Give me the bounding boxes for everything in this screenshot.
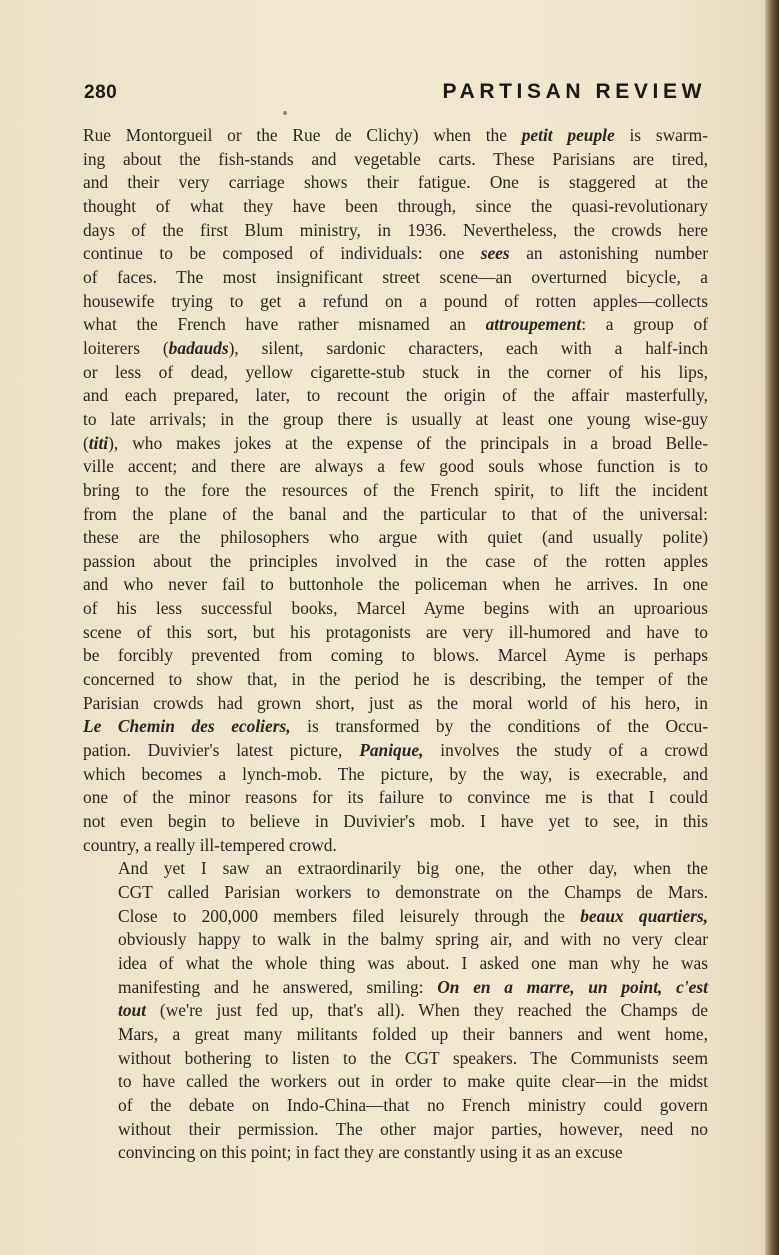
- text-run: Close to 200,000 members filed leisurely through the: [118, 905, 581, 926]
- text-line: [83, 905, 708, 929]
- text-line: [83, 384, 708, 408]
- text-line: [83, 1023, 708, 1047]
- text-line: [83, 952, 708, 976]
- text-run: manifesting and he answered, smiling:: [118, 976, 438, 997]
- text-line: [83, 786, 708, 810]
- text-run: continue to be composed of individuals: one: [83, 243, 481, 264]
- text-line: [83, 242, 708, 266]
- text-run: involves the study of a crowd: [423, 740, 708, 761]
- text-run: scene of this sort, but his protagonists are very ill-humored and have to: [83, 621, 708, 642]
- text-line: [83, 597, 708, 621]
- text-line: [83, 195, 708, 219]
- text-run: be forcibly prevented from coming to blows. Marcel Ayme is perhaps: [83, 645, 708, 666]
- text-run: (: [83, 432, 89, 453]
- text-line: [83, 171, 708, 195]
- text-line: [83, 455, 708, 479]
- text-run: which becomes a lynch-mob. The picture, by the way, is execrable, and: [83, 763, 708, 784]
- text-line: [83, 857, 708, 881]
- text-run: is transformed by the conditions of the Occu-: [290, 716, 708, 737]
- text-line: [83, 834, 708, 858]
- text-line: [83, 644, 708, 668]
- page-edge-shadow: [765, 0, 779, 1255]
- text-run: without their permission. The other major parties, however, need no: [118, 1118, 708, 1139]
- italic-term: petit peuple: [521, 125, 615, 145]
- text-run: or less of dead, yellow cigarette-stub stuck in the corner of his lips,: [83, 361, 708, 382]
- article-body: [83, 124, 708, 1165]
- text-line: [83, 361, 708, 385]
- text-run: without bothering to listen to the CGT speakers. The Communists seem: [118, 1047, 708, 1068]
- italic-term: tout: [118, 1000, 147, 1021]
- text-run: to have called the workers out in order to make quite clear—in the midst: [118, 1071, 708, 1092]
- text-line: [83, 1047, 708, 1071]
- text-run: Rue Montorgueil or the Rue de Clichy) when the: [83, 125, 522, 145]
- running-head: [84, 80, 706, 108]
- text-line: [83, 1118, 708, 1142]
- italic-term: Panique,: [359, 740, 424, 761]
- italic-term: attroupement: [485, 314, 582, 335]
- text-run: And yet I saw an extraordinarily big one, the other day, when the: [118, 858, 708, 879]
- italic-term: Le Chemin des ecoliers,: [83, 716, 291, 737]
- paragraph: [83, 857, 708, 1165]
- text-line: [83, 976, 708, 1000]
- text-run: one of the minor reasons for its failure to convince me is that I could: [83, 787, 708, 808]
- text-run: ), silent, sardonic characters, each with a half-inch: [228, 337, 708, 358]
- text-run: Parisian crowds had grown short, just as the moral world of his hero, in: [83, 692, 708, 713]
- text-run: these are the philosophers who argue with quiet (and usually polite): [83, 527, 708, 548]
- text-line: [83, 1070, 708, 1094]
- text-run: idea of what the whole thing was about. I asked one man why he was: [118, 952, 708, 973]
- text-line: [83, 810, 708, 834]
- text-run: ), who makes jokes at the expense of the principals in a broad Belle-: [108, 432, 708, 453]
- text-run: what the French have rather misnamed an: [83, 314, 486, 335]
- text-line: [83, 550, 708, 574]
- text-run: CGT called Parisian workers to demonstrate on the Champs de Mars.: [118, 882, 708, 902]
- ink-speck: [283, 111, 287, 115]
- text-line: [83, 573, 708, 597]
- text-run: and who never fail to buttonhole the policeman when he arrives. In one: [83, 574, 708, 595]
- paragraph: [83, 124, 708, 857]
- text-run: convincing on this point; in fact they are constantly using it as an excuse: [118, 1142, 623, 1163]
- text-run: ville accent; and there are always a few good souls whose function is to: [83, 456, 708, 477]
- text-run: loiterers (: [83, 337, 169, 358]
- text-run: (we're just fed up, that's all). When they reached the Champs de: [146, 1000, 708, 1021]
- text-line: [83, 408, 708, 432]
- text-run: not even begin to believe in Duvivier's mob. I have yet to see, in this: [83, 811, 708, 832]
- text-run: of the debate on Indo-China—that no French ministry could govern: [118, 1094, 708, 1115]
- text-run: thought of what they have been through, since the quasi-revolutionary: [83, 195, 708, 216]
- italic-term: beaux quartiers,: [580, 905, 708, 926]
- text-run: an astonishing number: [509, 243, 708, 264]
- text-run: ing about the fish-stands and vegetable carts. These Parisians are tired,: [83, 148, 708, 169]
- text-run: and each prepared, later, to recount the origin of the affair masterfully,: [83, 385, 708, 406]
- text-run: : a group of: [581, 314, 709, 335]
- text-run: and their very carriage shows their fatigue. One is staggered at the: [83, 172, 708, 193]
- text-line: [83, 313, 708, 337]
- text-run: pation. Duvivier's latest picture,: [83, 740, 360, 761]
- text-line: [83, 124, 708, 148]
- text-line: [83, 526, 708, 550]
- text-run: housewife trying to get a refund on a pound of rotten apples—collects: [83, 290, 708, 311]
- text-line: [83, 881, 708, 905]
- text-run: from the plane of the banal and the particular to that of the universal:: [83, 503, 708, 524]
- text-line: [83, 739, 708, 763]
- text-run: is swarm-: [614, 125, 708, 145]
- text-run: bring to the fore the resources of the French spirit, to lift the incident: [83, 479, 708, 500]
- text-line: [83, 999, 708, 1023]
- italic-term: titi: [88, 432, 109, 453]
- text-run: days of the first Blum ministry, in 1936. Nevertheless, the crowds here: [83, 219, 708, 240]
- text-line: [83, 1141, 708, 1165]
- italic-term: On en a marre, un point, c'est: [437, 976, 708, 997]
- text-line: [83, 621, 708, 645]
- text-run: country, a really ill-tempered crowd.: [83, 834, 337, 855]
- text-line: [83, 668, 708, 692]
- text-line: [83, 290, 708, 314]
- text-line: [83, 1094, 708, 1118]
- text-line: [83, 148, 708, 172]
- text-run: obviously happy to walk in the balmy spring air, and with no very clear: [118, 929, 708, 950]
- italic-term: sees: [480, 243, 510, 264]
- text-line: [83, 715, 708, 739]
- text-run: of his less successful books, Marcel Ayme begins with an uproarious: [83, 598, 708, 619]
- page-number: 280: [84, 82, 118, 103]
- text-line: [83, 219, 708, 243]
- journal-title: PARTISAN REVIEW: [442, 80, 706, 103]
- text-line: [83, 692, 708, 716]
- text-line: [83, 432, 708, 456]
- text-line: [83, 479, 708, 503]
- text-line: [83, 763, 708, 787]
- italic-term: badauds: [168, 337, 229, 358]
- text-line: [83, 928, 708, 952]
- text-run: to late arrivals; in the group there is usually at least one young wise-guy: [83, 408, 708, 429]
- text-run: of faces. The most insignificant street scene—an overturned bicycle, a: [83, 266, 708, 287]
- text-line: [83, 337, 708, 361]
- text-line: [83, 503, 708, 527]
- text-run: concerned to show that, in the period he is describing, the temper of the: [83, 669, 708, 690]
- text-run: Mars, a great many militants folded up their banners and went home,: [118, 1023, 708, 1044]
- text-line: [83, 266, 708, 290]
- text-run: passion about the principles involved in the case of the rotten apples: [83, 550, 708, 571]
